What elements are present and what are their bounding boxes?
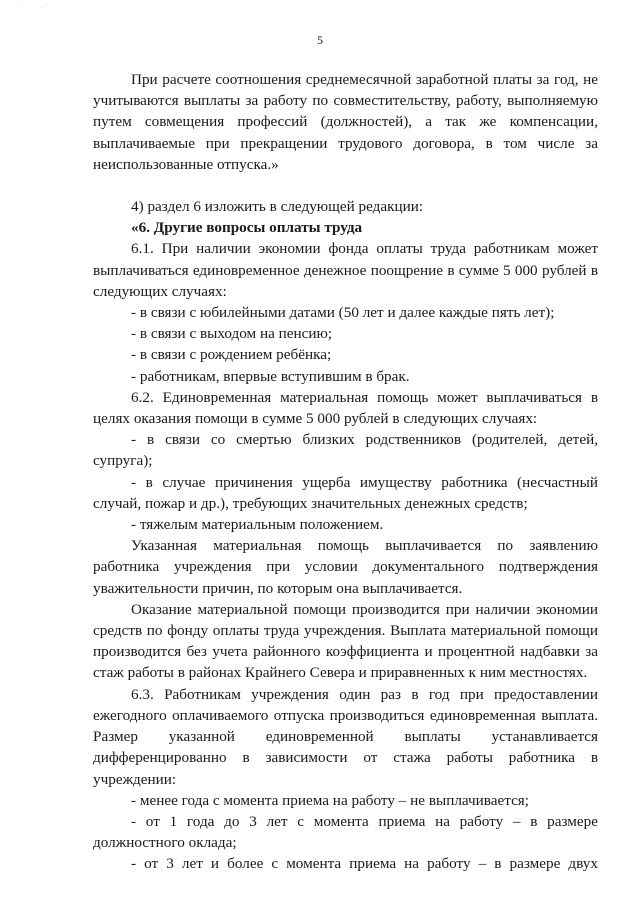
- paragraph-section-6-intro: 4) раздел 6 изложить в следующей редакции:: [131, 198, 424, 216]
- paragraph-6-3: 6.3. Работникам учреждения один раз в год при предоставлении ежегодного оплачиваемого отпуска производиться единовременная выплата. Размер указанной единовременной выплаты устанавливается дифференцированно в зависимости от стажа работы работника в учреждении:: [93, 685, 598, 788]
- scan-corner-marks: . .: [18, 4, 53, 10]
- page-number: 5: [317, 33, 323, 47]
- list-item-death-of-relatives: - в связи со смертью близких родственников (родителей, детей, супруга);: [93, 431, 598, 470]
- paragraph-6-1: 6.1. При наличии экономии фонда оплаты труда работникам может выплачиваться единовременное денежное поощрение в сумме 5 000 рублей в следующих случаях:: [93, 240, 598, 300]
- list-item-hardship: - тяжелым материальным положением.: [131, 516, 384, 534]
- list-item-childbirth: - в связи с рождением ребёнка;: [131, 346, 332, 364]
- list-item-1-to-3-years: - от 1 года до 3 лет с момента приема на работу – в размере должностного оклада;: [93, 812, 598, 852]
- list-item-retirement: - в связи с выходом на пенсию;: [131, 325, 333, 343]
- paragraph-gap: [93, 175, 598, 196]
- list-item-jubilee: - в связи с юбилейными датами (50 лет и далее каждые пять лет);: [131, 304, 555, 322]
- list-item-less-than-year: - менее года с момента приема на работу – не выплачивается;: [131, 791, 530, 809]
- document-body: [93, 69, 598, 875]
- paragraph-aid-conditions: Оказание материальной помощи производится при наличии экономии средств по фонду оплаты труда учреждения. Выплата материальной помощи производится без учета районного коэффициента и процентной надбавки за стаж работы в районах Крайнего Севера и приравненных к ним местностях.: [93, 600, 598, 682]
- paragraph-6-2: 6.2. Единовременная материальная помощь может выплачиваться в целях оказания помощи в сумме 5 000 рублей в следующих случаях:: [93, 388, 598, 428]
- section-6-heading: «6. Другие вопросы оплаты труда: [131, 219, 363, 237]
- list-item-3-plus-years: - от 3 лет и более с момента приема на работу – в размере двух: [131, 855, 598, 873]
- list-item-property-damage: - в случае причинения ущерба имуществу работника (несчастный случай, пожар и др.), требующих значительных денежных средств;: [93, 473, 598, 512]
- paragraph-aid-application: Указанная материальная помощь выплачивается по заявлению работника учреждения при условии документального подтверждения уважительности причин, по которым она выплачивается.: [93, 537, 598, 597]
- paragraph-salary-exclusions: При расчете соотношения среднемесячной заработной платы за год, не учитываются выплаты за работу по совместительству, работу, выполняемую путем совмещения профессий (должностей), а так же компенсации, выплачиваемые при прекращении трудового договора, в том числе за неиспользованные отпуска.»: [93, 71, 598, 173]
- list-item-marriage: - работникам, впервые вступившим в брак.: [131, 367, 410, 385]
